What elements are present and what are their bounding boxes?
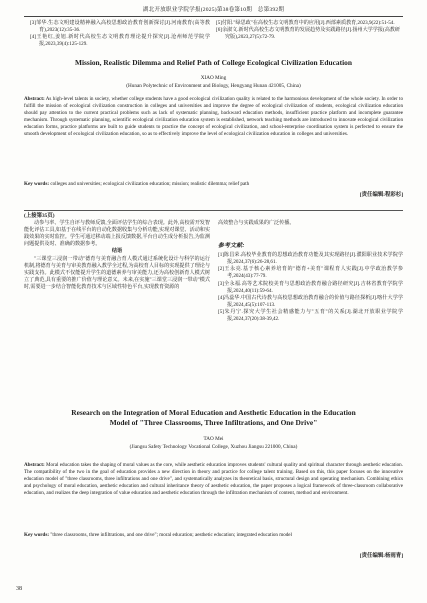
page-number: 38 xyxy=(16,586,22,592)
reference-item: [3]全永福.高等艺术院校美育与思想政治教育融合路径研究[J].吉林省教育学院学报,2024,40(11):59-64. xyxy=(218,280,403,294)
reference-item: [1]陈昌荣.高校毕业教育的思想政治教育功能及其实现路径[J].濮阳职业技术学院学报,2024,37(6):26-28,61. xyxy=(218,252,403,266)
body-paragraph: 动参与率、学生自评与教师反馈,全面评估学生的综合表现。此外,高校需开发智能化评估工具,如基于在线平台的自动化数据收集与分析功能,实现对课堂、活动和实践效果的实时监控。学生可通过移动端上报反馈数据,平台自动生成分析报告,为监测问题提供及时、准确的数据参考。 xyxy=(24,220,210,248)
section-divider xyxy=(24,210,403,211)
reference-item: [5]朱丹宁.探究大学生社会精感能力与"五育"的关系[J].湖北开放职业学院学报,2024,37(20):38-39,42. xyxy=(218,308,403,323)
article2-keywords xyxy=(24,532,403,539)
body-paragraph: "三课堂三浸润一带动"德育与美育融合育人模式通过系统化设计与科学的运行机制,将德育与美育与审美教育融入教学全过程,为高校育人目标的实现提供了理论与实践支持。此模式不仅能提升学生的道德素养与审美能力,还为高校创新育人模式树立了典范,具有重要的推广价值与理论意义。未来,在实施"三课堂三浸润一带动"模式时,需要进一步结合智能化教育技术与区域性特色平台,实现教育资源的 xyxy=(24,255,210,290)
conclusion-heading: 结语 xyxy=(111,248,123,255)
article1-abstract xyxy=(24,96,403,138)
abstract-label: Abstract: xyxy=(24,96,45,102)
reference-item: [5]付阳."绿思政"在高校生态文明教育中的应用[J].西部素质教育,2023,9(22):51-54. xyxy=(216,20,395,26)
article2-title-line2: Model of "Three Classrooms, Three Infiltrations, and One Drive" xyxy=(109,418,318,427)
keywords-label: Key words: xyxy=(24,181,50,187)
references-heading: 参考文献: xyxy=(218,243,245,250)
article2-title-line1: Research on the Integration of Moral Education and Aesthetic Education in the Education xyxy=(71,408,356,417)
body-right-column xyxy=(218,220,403,323)
abstract-text: As high-level talents in society, whether college students have a good ecological civilization quality is related to the harmonious development of the whole society. In order to fulfill the mission of ecological civilization construction in colleges and universities and improve the degree of ecological civilization of students, ecological civilization education should pay attention to the current practical problems such as lack of systematic planning, backward education methods, insufficient practice platform and incomplete guarantee mechanism. Through systematic planning, scientific ecological civilization education system is established, network teaching methods are introduced to innovate ecological civilization education forms, practice platforms are built to guide students to practice the concept of ecological civilization, and school-enterprise coordination system is perfected to ensure the smooth development of ecological civilization education, so as to effectively improve the level of ecological civilization education in colleges and universities. xyxy=(24,96,404,138)
article1-affiliation: (Hunan Polytechnic of Environment and Biology, Hengyang Hunan 421005, China) xyxy=(126,83,301,89)
top-refs-left xyxy=(30,20,210,48)
article2-abstract xyxy=(24,462,403,497)
article1-title: Mission, Realistic Dilemma and Relief Path of College Ecological Civilization Education xyxy=(75,58,352,67)
reference-item: [4]冯蕊华.中国古代诗教与高校思想政治教育融合的价值与路径探析[J].喀什大学学报,2024,45(5):107-113. xyxy=(218,294,403,308)
article2-editor: [责任编辑:杨雨青] xyxy=(359,553,403,559)
reference-item: [4]王艳红,姜旭.新时代高校生态文明教育理论提升探究[J].沧州师范学院学报,2023,39(4):125-129. xyxy=(30,34,210,48)
journal-header: 湖北开放职业学院学报(2025)第38卷第10期 总第392期 xyxy=(24,4,403,17)
abstract-text: Moral education takes the shaping of moral values as the core, while aesthetic education improves students' cultural quality and spiritual character through aesthetic education. The compatibility of the two in the goal of education provides a new direction in theory and practice for college talent training. Based on this, this paper focuses on the innovative education model of "three classrooms, three infiltrations and one drive", and systematically analyzes its theoretical basis, structural design and operating mechanism. Combining ethics and psychology of moral education, aesthetic education and cultural inheritance theory of aesthetic education, the paper proposes a logical framework of three-classroom collaborative education, and realizes the deep integration of value education and aesthetic education through the infiltration mechanism of content, method and environment. xyxy=(24,462,403,497)
body-paragraph: 高效整合与实践成果的广泛传播。 xyxy=(218,220,295,226)
article1-editor: [责任编辑:程彩杉] xyxy=(359,192,403,198)
article2-affiliation: (Jiangsu Safety Technology Vocational College, Xuzhou Jiangsu 221000, China) xyxy=(129,444,298,450)
body-left-column xyxy=(24,213,210,291)
continued-label: (上接第35页) xyxy=(24,213,55,219)
reference-item: [2]王永亮.基于核心素养培育的"德育+美育"课程育人实践[J].中学政治教学参考,2024(43):77-79. xyxy=(218,266,403,280)
reference-item: [6]余淑文.新时代高校生态文明教育的发展趋势及实践路径[J].扬州大学学报(高教研究版),2023,27(5):72-79. xyxy=(216,27,400,41)
article2-author: TAO Mei xyxy=(203,436,224,442)
keywords-text: "three classrooms, three infiltrations, and one drive"; moral education; aesthetic education; integrated education model xyxy=(50,532,292,538)
keywords-text: colleges and universities; ecological civilization education; mission; realistic dilemma; relief path xyxy=(50,181,250,187)
abstract-label: Abstract: xyxy=(24,462,45,468)
keywords-label: Key words: xyxy=(24,532,50,538)
top-refs-right xyxy=(216,20,400,41)
article1-keywords xyxy=(24,181,403,188)
article1-author: XIAO Ming xyxy=(200,75,227,81)
reference-item: [3]邹华.生态文明建设精神融入高校思想政治教育创新探讨[J].河南教育(高等教育),2023(12):35-36. xyxy=(30,20,210,34)
